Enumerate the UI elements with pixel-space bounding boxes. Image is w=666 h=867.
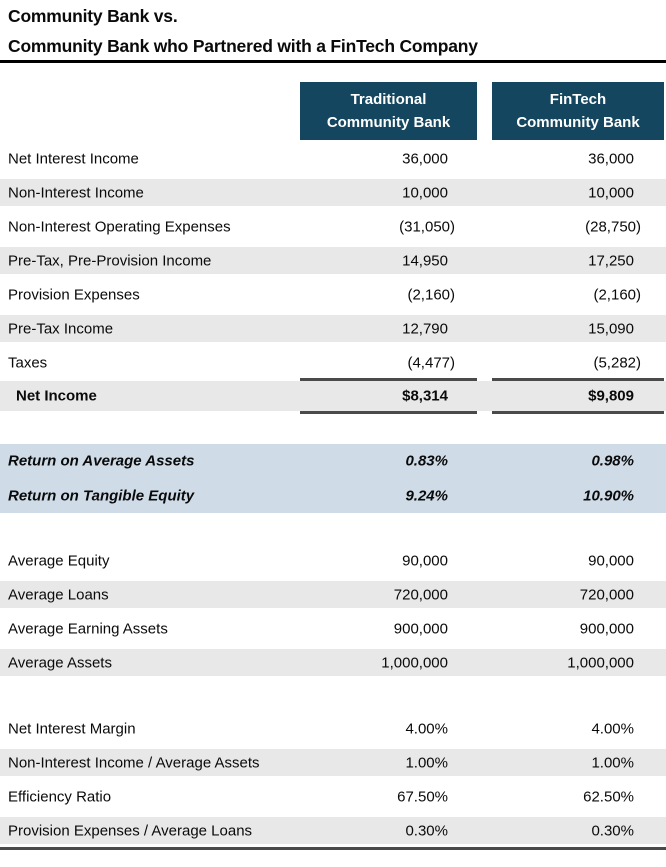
value: 0.30% xyxy=(405,822,448,839)
value: (2,160) xyxy=(593,286,641,303)
value: $9,809 xyxy=(588,387,634,405)
row-label: Average Assets xyxy=(8,654,112,671)
row-label: Net Income xyxy=(16,387,97,405)
value: 720,000 xyxy=(579,586,634,603)
value-cell xyxy=(492,320,634,337)
table-row xyxy=(0,213,666,240)
row-label: Average Earning Assets xyxy=(8,620,168,637)
table-row xyxy=(0,444,666,479)
value-cell xyxy=(492,720,634,737)
value-cell xyxy=(300,252,448,269)
value-cell xyxy=(300,754,448,771)
value: 62.50% xyxy=(583,788,634,805)
table-row xyxy=(0,547,666,574)
table-row xyxy=(0,315,666,342)
value-cell xyxy=(300,552,448,569)
table-row xyxy=(0,649,666,676)
value: 1,000,000 xyxy=(381,654,448,671)
value-cell xyxy=(300,286,455,303)
value: 14,950 xyxy=(402,252,448,269)
row-label: Pre-Tax Income xyxy=(8,320,114,337)
table-row xyxy=(0,615,666,642)
table-row xyxy=(0,581,666,608)
column-header-line: Community Bank xyxy=(516,114,640,131)
value: 12,790 xyxy=(402,320,448,337)
row-label: Non-Interest Operating Expenses xyxy=(8,218,231,235)
row-label: Net Interest Margin xyxy=(8,720,136,737)
value: 4.00% xyxy=(405,720,448,737)
table-row xyxy=(0,179,666,206)
column-header-line: Traditional xyxy=(350,91,427,108)
value: 0.98% xyxy=(591,452,634,470)
value: 36,000 xyxy=(588,150,634,167)
table-row xyxy=(0,281,666,308)
value-cell xyxy=(492,822,634,839)
value-cell xyxy=(492,252,634,269)
table-row xyxy=(0,479,666,514)
column-header-line: FinTech xyxy=(549,91,607,108)
value: 10,000 xyxy=(402,184,448,201)
value-cell xyxy=(300,388,448,405)
returns-section xyxy=(0,444,666,513)
row-label: Efficiency Ratio xyxy=(8,788,112,805)
value: 720,000 xyxy=(393,586,448,603)
value-cell xyxy=(492,487,634,504)
value-cell xyxy=(492,388,634,405)
value: (28,750) xyxy=(585,218,641,235)
value: 0.83% xyxy=(405,452,448,470)
row-label: Average Loans xyxy=(8,586,109,603)
column-header-line: Community Bank xyxy=(326,114,451,131)
value-cell xyxy=(492,218,641,235)
value: (2,160) xyxy=(407,286,455,303)
value-cell xyxy=(492,354,641,371)
row-label: Net Interest Income xyxy=(8,150,139,167)
value-cell xyxy=(300,487,448,504)
value: 10,000 xyxy=(588,184,634,201)
value-cell xyxy=(492,453,634,470)
value-cell xyxy=(300,218,455,235)
value: 90,000 xyxy=(402,552,448,569)
value: 900,000 xyxy=(393,620,448,637)
value-cell xyxy=(300,788,448,805)
value-cell xyxy=(300,354,455,371)
row-label: Return on Tangible Equity xyxy=(8,487,195,505)
value: (4,477) xyxy=(407,354,455,371)
table-row xyxy=(0,247,666,274)
income-statement-section xyxy=(0,145,666,383)
value-cell xyxy=(300,453,448,470)
value: (5,282) xyxy=(593,354,641,371)
value-cell xyxy=(492,620,634,637)
table-row xyxy=(0,783,666,810)
value: 15,090 xyxy=(588,320,634,337)
value: 9.24% xyxy=(405,487,448,505)
value-cell xyxy=(492,586,634,603)
value-cell xyxy=(492,754,634,771)
page-title-line1: Community Bank vs. xyxy=(8,6,178,26)
bottom-divider-rule xyxy=(0,847,666,850)
value-cell xyxy=(300,822,448,839)
value: (31,050) xyxy=(399,218,455,235)
net-income-row xyxy=(0,381,666,411)
page-title-line2: Community Bank who Partnered with a FinTech Company xyxy=(8,36,478,56)
value-cell xyxy=(492,788,634,805)
column-header-traditional xyxy=(300,82,477,140)
value: $8,314 xyxy=(402,387,448,405)
value: 0.30% xyxy=(591,822,634,839)
value-cell xyxy=(300,320,448,337)
row-label: Taxes xyxy=(8,354,48,371)
value-cell xyxy=(492,184,634,201)
table-row xyxy=(0,749,666,776)
value: 10.90% xyxy=(583,487,634,505)
value-cell xyxy=(492,552,634,569)
value-cell xyxy=(300,654,448,671)
value-cell xyxy=(300,586,448,603)
row-label: Provision Expenses / Average Loans xyxy=(8,822,253,839)
table-row xyxy=(0,817,666,844)
value: 1,000,000 xyxy=(567,654,634,671)
table-row xyxy=(0,349,666,376)
value: 17,250 xyxy=(588,252,634,269)
row-label: Average Equity xyxy=(8,552,110,569)
value: 90,000 xyxy=(588,552,634,569)
row-label: Pre-Tax, Pre-Provision Income xyxy=(8,252,212,269)
value: 4.00% xyxy=(591,720,634,737)
ratios-section xyxy=(0,715,666,851)
average-balances-section xyxy=(0,547,666,683)
row-label: Non-Interest Income xyxy=(8,184,144,201)
row-label: Provision Expenses xyxy=(8,286,140,303)
value-cell xyxy=(300,184,448,201)
row-label: Non-Interest Income / Average Assets xyxy=(8,754,260,771)
title-divider-rule xyxy=(0,60,666,63)
value-cell xyxy=(492,286,641,303)
value-cell xyxy=(300,150,448,167)
table-row xyxy=(0,715,666,742)
value: 67.50% xyxy=(397,788,448,805)
value: 1.00% xyxy=(405,754,448,771)
value: 36,000 xyxy=(402,150,448,167)
table-row xyxy=(0,145,666,172)
value-cell xyxy=(300,720,448,737)
value: 1.00% xyxy=(591,754,634,771)
value-cell xyxy=(300,620,448,637)
value: 900,000 xyxy=(579,620,634,637)
value-cell xyxy=(492,654,634,671)
row-label: Return on Average Assets xyxy=(8,452,195,470)
column-header-fintech xyxy=(492,82,664,140)
value-cell xyxy=(492,150,634,167)
